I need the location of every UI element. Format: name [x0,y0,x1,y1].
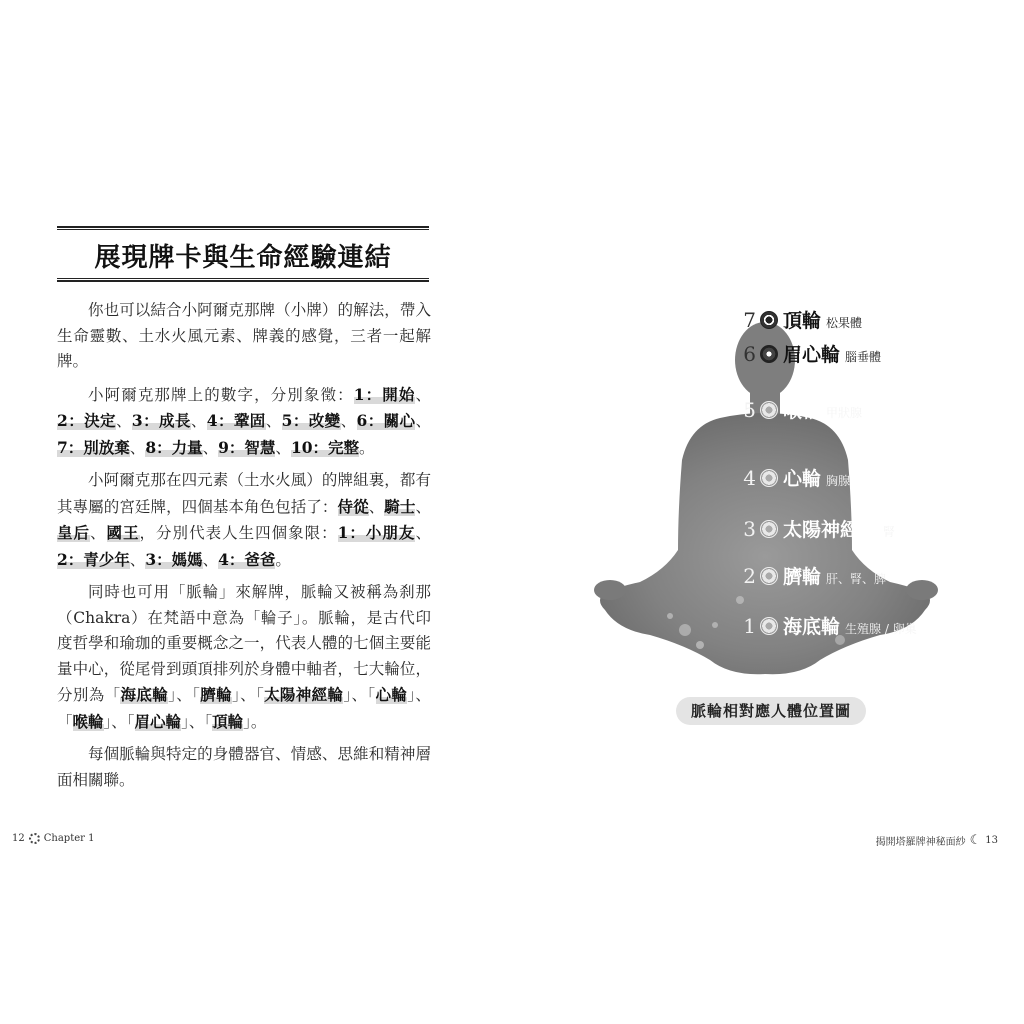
paragraph-text: 」。 [243,712,267,731]
emphasis-text: 2：決定 [57,411,116,430]
chakra-number: 5 [743,398,756,422]
chakra-name: 頂輪 [783,310,822,332]
paragraph-text: 」、「 [57,686,431,731]
paragraph-text: 、 [415,524,431,542]
solar-plexus-chakra-icon [760,520,778,538]
chakra-name: 喉輪 [783,400,822,422]
body-paragraph [57,468,431,573]
paragraph-text: 。 [275,550,291,569]
page-number-right: 13 [985,835,998,846]
crescent-moon-icon: ☾ [969,833,982,848]
chakra-gland: 腎 [883,525,896,539]
paragraph-text: 、 [340,412,357,430]
paragraph-text: 、 [415,497,431,516]
emphasis-text: 眉心輪 [134,711,182,731]
emphasis-text: 9：智慧 [218,437,276,457]
paragraph-text: 」、「 [103,712,135,731]
footer-left [12,833,94,844]
paragraph-text: 同時也可用「脈輪」來解牌，脈輪又被稱為刹那（Chakra）在梵語中意為「輪子」。脈輪，是古代印度哲學和瑜珈的重要概念之一，代表人體的七個主要能量中心，從尾骨到頭頂排列於身體中軸者，七大輪位，分別為「 [57,583,431,704]
emphasis-text: 5：改變 [281,411,341,430]
emphasis-text: 喉輪 [72,711,104,731]
chakra-row [738,340,881,367]
paragraph-text: 、 [90,524,107,542]
emphasis-text: 臍輪 [200,685,232,704]
paragraph-text: 。 [359,438,375,457]
paragraph-text: 、 [275,438,291,457]
paragraph-text: 、 [202,550,219,569]
paragraph-text: ，分別代表人生四個象限： [139,524,338,542]
page-number-left: 12 [12,833,25,844]
emphasis-text: 3：媽媽 [145,549,203,569]
root-chakra-icon [760,617,778,635]
emphasis-text: 太陽神經輪 [264,685,344,704]
paragraph-text: 你也可以結合小阿爾克那牌（小牌）的解法，帶入生命靈數、土水火風元素、牌義的感覺，三者一起解牌。 [57,301,431,370]
emphasis-text: 7：別放棄 [57,437,130,457]
chakra-number: 1 [743,614,756,638]
chakra-gland: 生殖腺 / 卵巢 [845,622,917,636]
chakra-row [738,612,917,639]
emphasis-text: 頂輪 [212,711,244,731]
emphasis-text: 侍從 [337,496,369,516]
paragraph-text: 」、「 [181,712,213,731]
chakra-number: 2 [743,564,756,588]
chakra-row [738,515,895,542]
heading-bottom-rule [57,278,429,282]
emphasis-text: 國王 [106,523,140,542]
emphasis-text: 騎士 [384,496,416,516]
paragraph-text: 、 [190,412,207,430]
chakra-gland: 胸腺 [826,474,851,488]
chakra-row [738,562,886,589]
chakra-name: 心輪 [783,468,822,490]
chakra-number: 6 [743,342,756,366]
paragraph-text: 、 [129,550,146,569]
chakra-number: 7 [743,308,756,332]
chakra-name: 臍輪 [783,566,822,588]
body-paragraph [57,298,431,375]
chakra-gland: 松果體 [826,316,863,330]
body-paragraph [57,580,431,735]
chapter-label: Chapter 1 [43,833,95,844]
flower-icon [29,833,40,844]
emphasis-text: 3：成長 [131,411,191,430]
paragraph-text: 小阿爾克那在四元素（土水火風）的牌組裏，都有其專屬的宮廷牌，四個基本角色包括了： [57,471,431,516]
section-heading-box [57,226,429,282]
paragraph-text: 小阿爾克那牌上的數字，分別象徵： [88,385,354,404]
third-eye-chakra-icon [760,345,778,363]
chakra-gland: 肝、腎、脾 [826,572,887,586]
paragraph-text: 每個脈輪與特定的身體器官、情感、思維和精神層面相關聯。 [57,745,431,789]
body-text [57,298,431,800]
emphasis-text: 6：關心 [356,411,416,430]
chakra-row [738,396,862,423]
paragraph-text: 、 [368,497,385,516]
emphasis-text: 8：力量 [145,437,203,457]
paragraph-text: 」、「 [168,686,201,704]
footer-right [876,833,998,848]
paragraph-text: 、 [415,385,431,404]
chakra-name: 太陽神經輪 [783,519,879,541]
body-paragraph [57,382,431,462]
paragraph-text: 、 [115,412,132,430]
throat-chakra-icon [760,401,778,419]
book-title: 揭開塔羅牌神秘面紗 [875,837,966,848]
chakra-name: 海底輪 [783,616,841,638]
emphasis-text: 4：爸爸 [218,549,276,569]
paragraph-text: 、 [202,438,219,457]
chakra-name: 眉心輪 [783,344,841,366]
heading-top-rule [57,226,429,230]
chakra-gland: 甲狀腺 [826,406,863,420]
emphasis-text: 1：開始 [353,384,416,404]
emphasis-text: 皇后 [57,523,91,542]
body-paragraph [57,742,431,793]
emphasis-text: 2：青少年 [57,549,130,569]
paragraph-text: 」、「 [231,686,265,704]
emphasis-text: 心輪 [375,685,408,704]
paragraph-text: 、 [129,438,146,457]
crown-chakra-icon [760,311,778,329]
heart-chakra-icon [760,469,778,487]
chakra-row [738,464,850,491]
sacral-chakra-icon [760,567,778,585]
paragraph-text: 」、「 [343,686,376,704]
section-heading: 展現牌卡與生命經驗連結 [94,243,392,273]
emphasis-text: 1：小朋友 [337,523,416,542]
paragraph-text: 、 [265,412,282,430]
paragraph-text: 、 [415,412,431,430]
chakra-gland: 腦垂體 [845,350,882,364]
chakra-figure [590,300,950,690]
chakra-row [738,306,862,333]
emphasis-text: 海底輪 [120,685,169,704]
emphasis-text: 4：鞏固 [206,411,266,430]
chakra-number: 3 [743,517,756,541]
emphasis-text: 10：完整 [290,437,360,457]
figure-caption: 脈輪相對應人體位置圖 [676,697,866,725]
chakra-number: 4 [743,466,756,490]
